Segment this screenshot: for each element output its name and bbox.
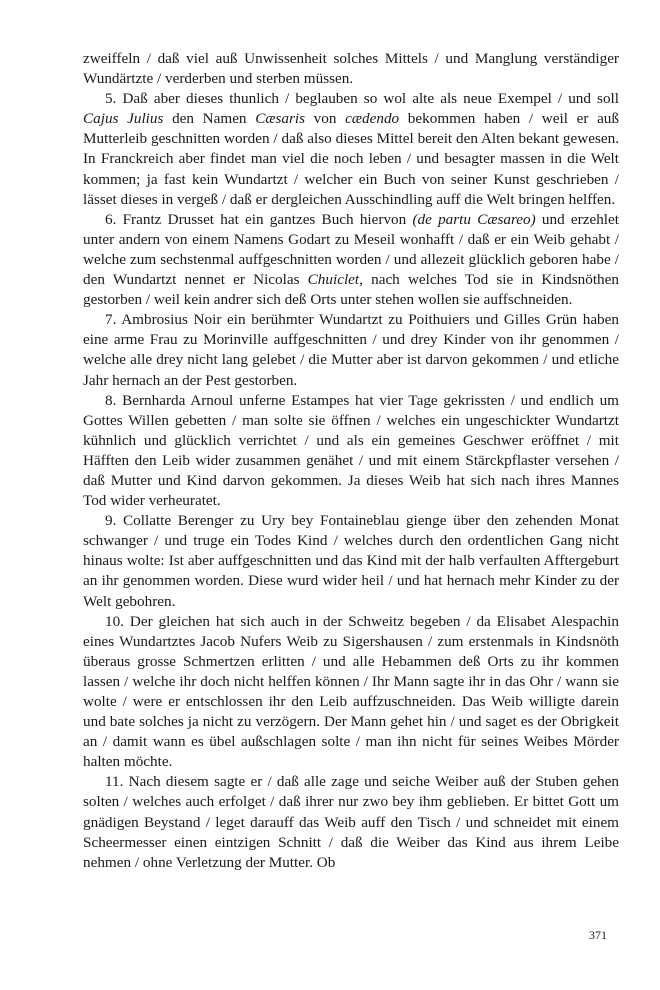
italic-text-run: (de partu Cæsareo) [412,210,536,228]
page-body [83,49,619,873]
paragraph-10 [83,612,619,773]
text-run: 9. Collatte Berenger zu Ury bey Fontaineblau gienge über den zehenden Monat schwanger / und truge ein Todes Kind / welches durch den ordentlichen Gang nicht hinaus wolte: Ist aber auffgeschnitten und das Kind mit der halb verfaulten Afftergeburt an ihr genommen worden. Diese wurd wider heil / und hat hernach mehr Kinder zu der Welt gebohren. [83,512,619,610]
text-run: bekommen haben / weil er auß Mutterleib geschnitten worden / daß also dieses Mittel bereit den Alten bekant gewesen. In Franckreich aber findet man viel die noch leben / und besagter massen in die Welt kommen; ja fast kein Wundartzt / welcher ein Buch von seiner Kunst geschrieben / lässet dieses in vergeß / daß er dergleichen Ausschindling auff die Welt bringen helffen. [83,110,619,208]
paragraph-7 [83,310,619,390]
text-run: 7. Ambrosius Noir ein berühmter Wundartzt zu Poithuiers und Gilles Grün haben eine arme Frau zu Morinville auffgeschnitten / und drey Kinder von ihr genommen / welche alle drey nicht lang gelebet / die Mutter aber ist darvon gekommen / und etliche Jahr hernach an der Pest gestorben. [83,311,619,389]
italic-text-run: cædendo [345,110,400,128]
italic-text-run: Cajus Julius [83,110,164,128]
text-run: nach welches Tod sie in Kindsnöthen gestorben / weil kein andrer sich deß Orts unter stehen wollen sie auffschneiden. [83,271,619,309]
paragraph-11 [83,772,619,872]
text-run: 8. Bernharda Arnoul unferne Estampes hat vier Tage gekrissten / und endlich um Gottes Willen gebetten / man solte sie öffnen / welches ein ungeschickter Wundartzt kühnlich und glücklich verrichtet / und als ein gemeines Geschwer eröffnet / mit Häfften den Leib wider zusammen genähet / und mit einem Stärckpflaster versehen / daß Mutter und Kind darvon gekommen. Ja dieses Weib hat sich nach ihres Mannes Tod wider verheuratet. [83,391,619,510]
italic-text-run: Cæsaris [255,110,306,128]
paragraph-continuation [83,49,619,89]
text-run: 6. Frantz Drusset hat ein gantzes Buch hiervon [105,210,413,228]
paragraph-9 [83,511,619,611]
text-run: 11. Nach diesem sagte er / daß alle zage und seiche Weiber auß der Stuben gehen solten / welches auch erfolget / daß ihrer nur zwo bey ihm geblieben. Er bittet Gott um gnädigen Beystand / leget darauff das Weib auff den Tisch / und schneidet mit einem Scheermesser einen eintzigen Schnitt / daß die Weiber das Kind aus ihrem Leibe nehmen / ohne Verletzung der Mutter. Ob [83,773,619,871]
page-number: 371 [589,928,607,942]
text-run: zweiffeln / daß viel auß Unwissenheit solches Mittels / und Manglung verständiger Wundärtzte / verderben und sterben müssen. [83,50,619,88]
text-run: von [305,110,346,128]
text-run: 10. Der gleichen hat sich auch in der Schweitz begeben / da Elisabet Alespachin eines Wundartztes Jacob Nufers Weib zu Sigershausen / zum erstenmals in Kindsnöth überaus grosse Schmertzen erlitten / und alle Hebammen deß Orts zu ihr kommen lassen / welche ihr doch nicht helffen können / Ihr Mann sagte ihr in das Ohr / wann sie wolte / were er entschlossen ihr den Leib auffzuschneiden. Das Weib willigte darein und bate solches ja nicht zu verzögern. Der Mann gehet hin / und saget es der Obrigkeit an / damit wann es übel außschlagen solte / man ihn nicht für seines Weibes Mörder halten möchte. [83,612,619,771]
paragraph-8 [83,391,619,512]
text-run: und erzehlet unter andern von einem Namens Godart zu Meseil wonhafft / daß er ein Weib gehabt / welche zum sechstenmal auffgeschnitten worden / und allezeit glücklich geboren habe / den Wundartzt nennet er Nicolas [83,210,619,289]
text-run: den Namen [163,110,256,128]
paragraph-5 [83,89,619,210]
text-run: 5. Daß aber dieses thunlich / beglauben so wol alte als neue Exempel / und soll [105,90,619,108]
paragraph-6 [83,210,619,310]
italic-text-run: Chuiclet, [307,271,363,289]
